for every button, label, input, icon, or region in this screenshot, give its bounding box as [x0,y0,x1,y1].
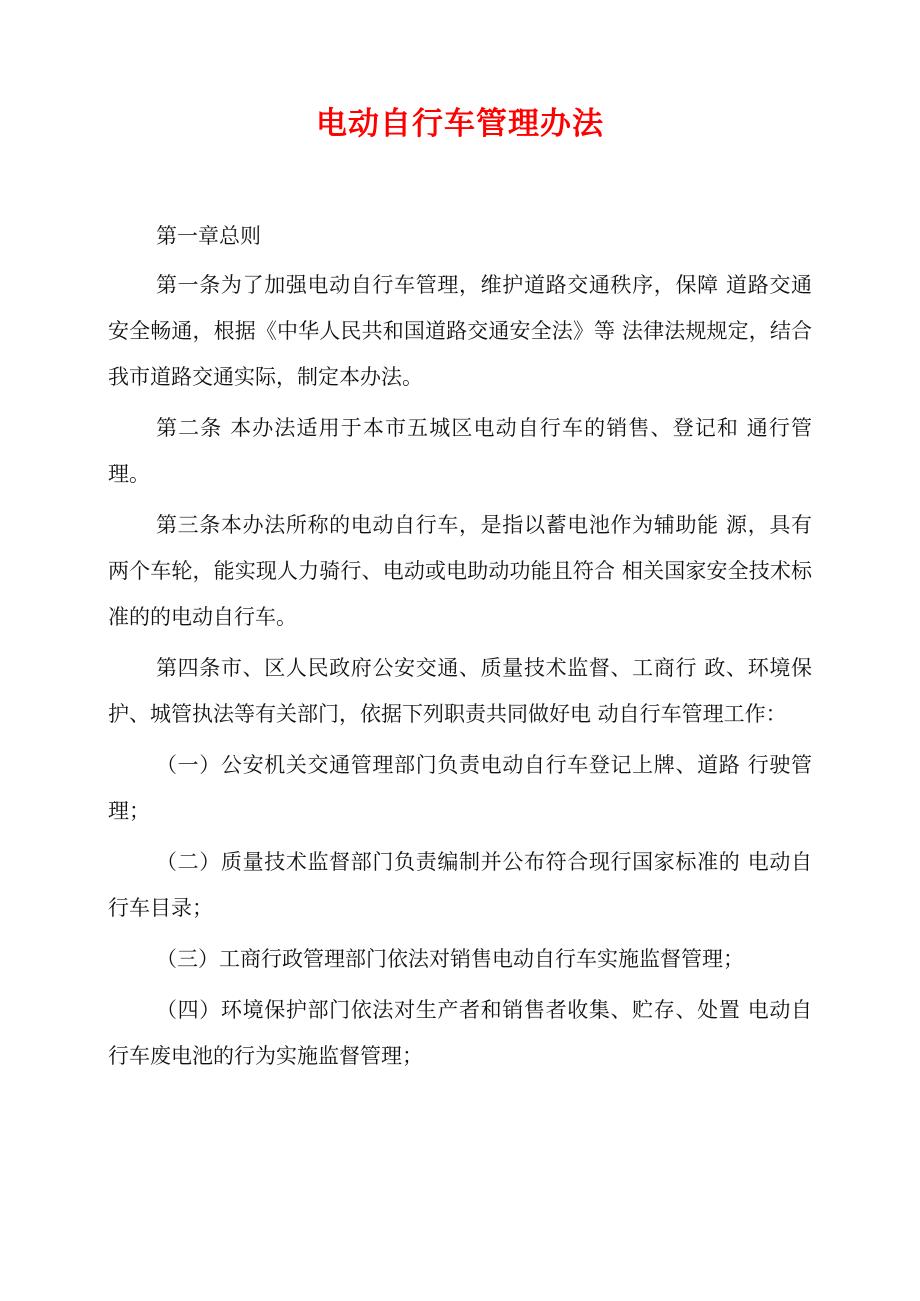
article-4-item-3: （三）工商行政管理部门依法对销售电动自行车实施监督管理； [156,947,744,971]
article-4-item-2: （二）质量技术监督部门负责编制并公布符合现行国家标准的 电动自行车目录； [108,850,812,920]
article-1: 第一条为了加强电动自行车管理，维护道路交通秩序，保障 道路交通安全畅通，根据《中华人民共和国道路交通安全法》等 法律法规规定，结合我市道路交通实际，制定本办法。 [108,273,812,389]
article-3: 第三条本办法所称的电动自行车，是指以蓄电池作为辅助能 源，具有两个车轮，能实现人力骑行、电动或电助动功能且符合 相关国家安全技术标准的的电动自行车。 [108,513,812,629]
article-4-item-1: （一）公安机关交通管理部门负责电动自行车登记上牌、道路 行驶管理； [108,753,812,823]
document-body [108,213,812,1084]
article-4: 第四条市、区人民政府公安交通、质量技术监督、工商行 政、环境保护、城管执法等有关部门，依据下列职责共同做好电 动自行车管理工作： [108,656,812,726]
article-4-item-4: （四）环境保护部门依法对生产者和销售者收集、贮存、处置 电动自行车废电池的行为实施监督管理； [108,998,812,1068]
document-title: 电动自行车管理办法 [316,106,604,142]
chapter-heading: 第一章总则 [156,224,261,248]
article-2: 第二条 本办法适用于本市五城区电动自行车的销售、登记和 通行管理。 [108,416,812,486]
